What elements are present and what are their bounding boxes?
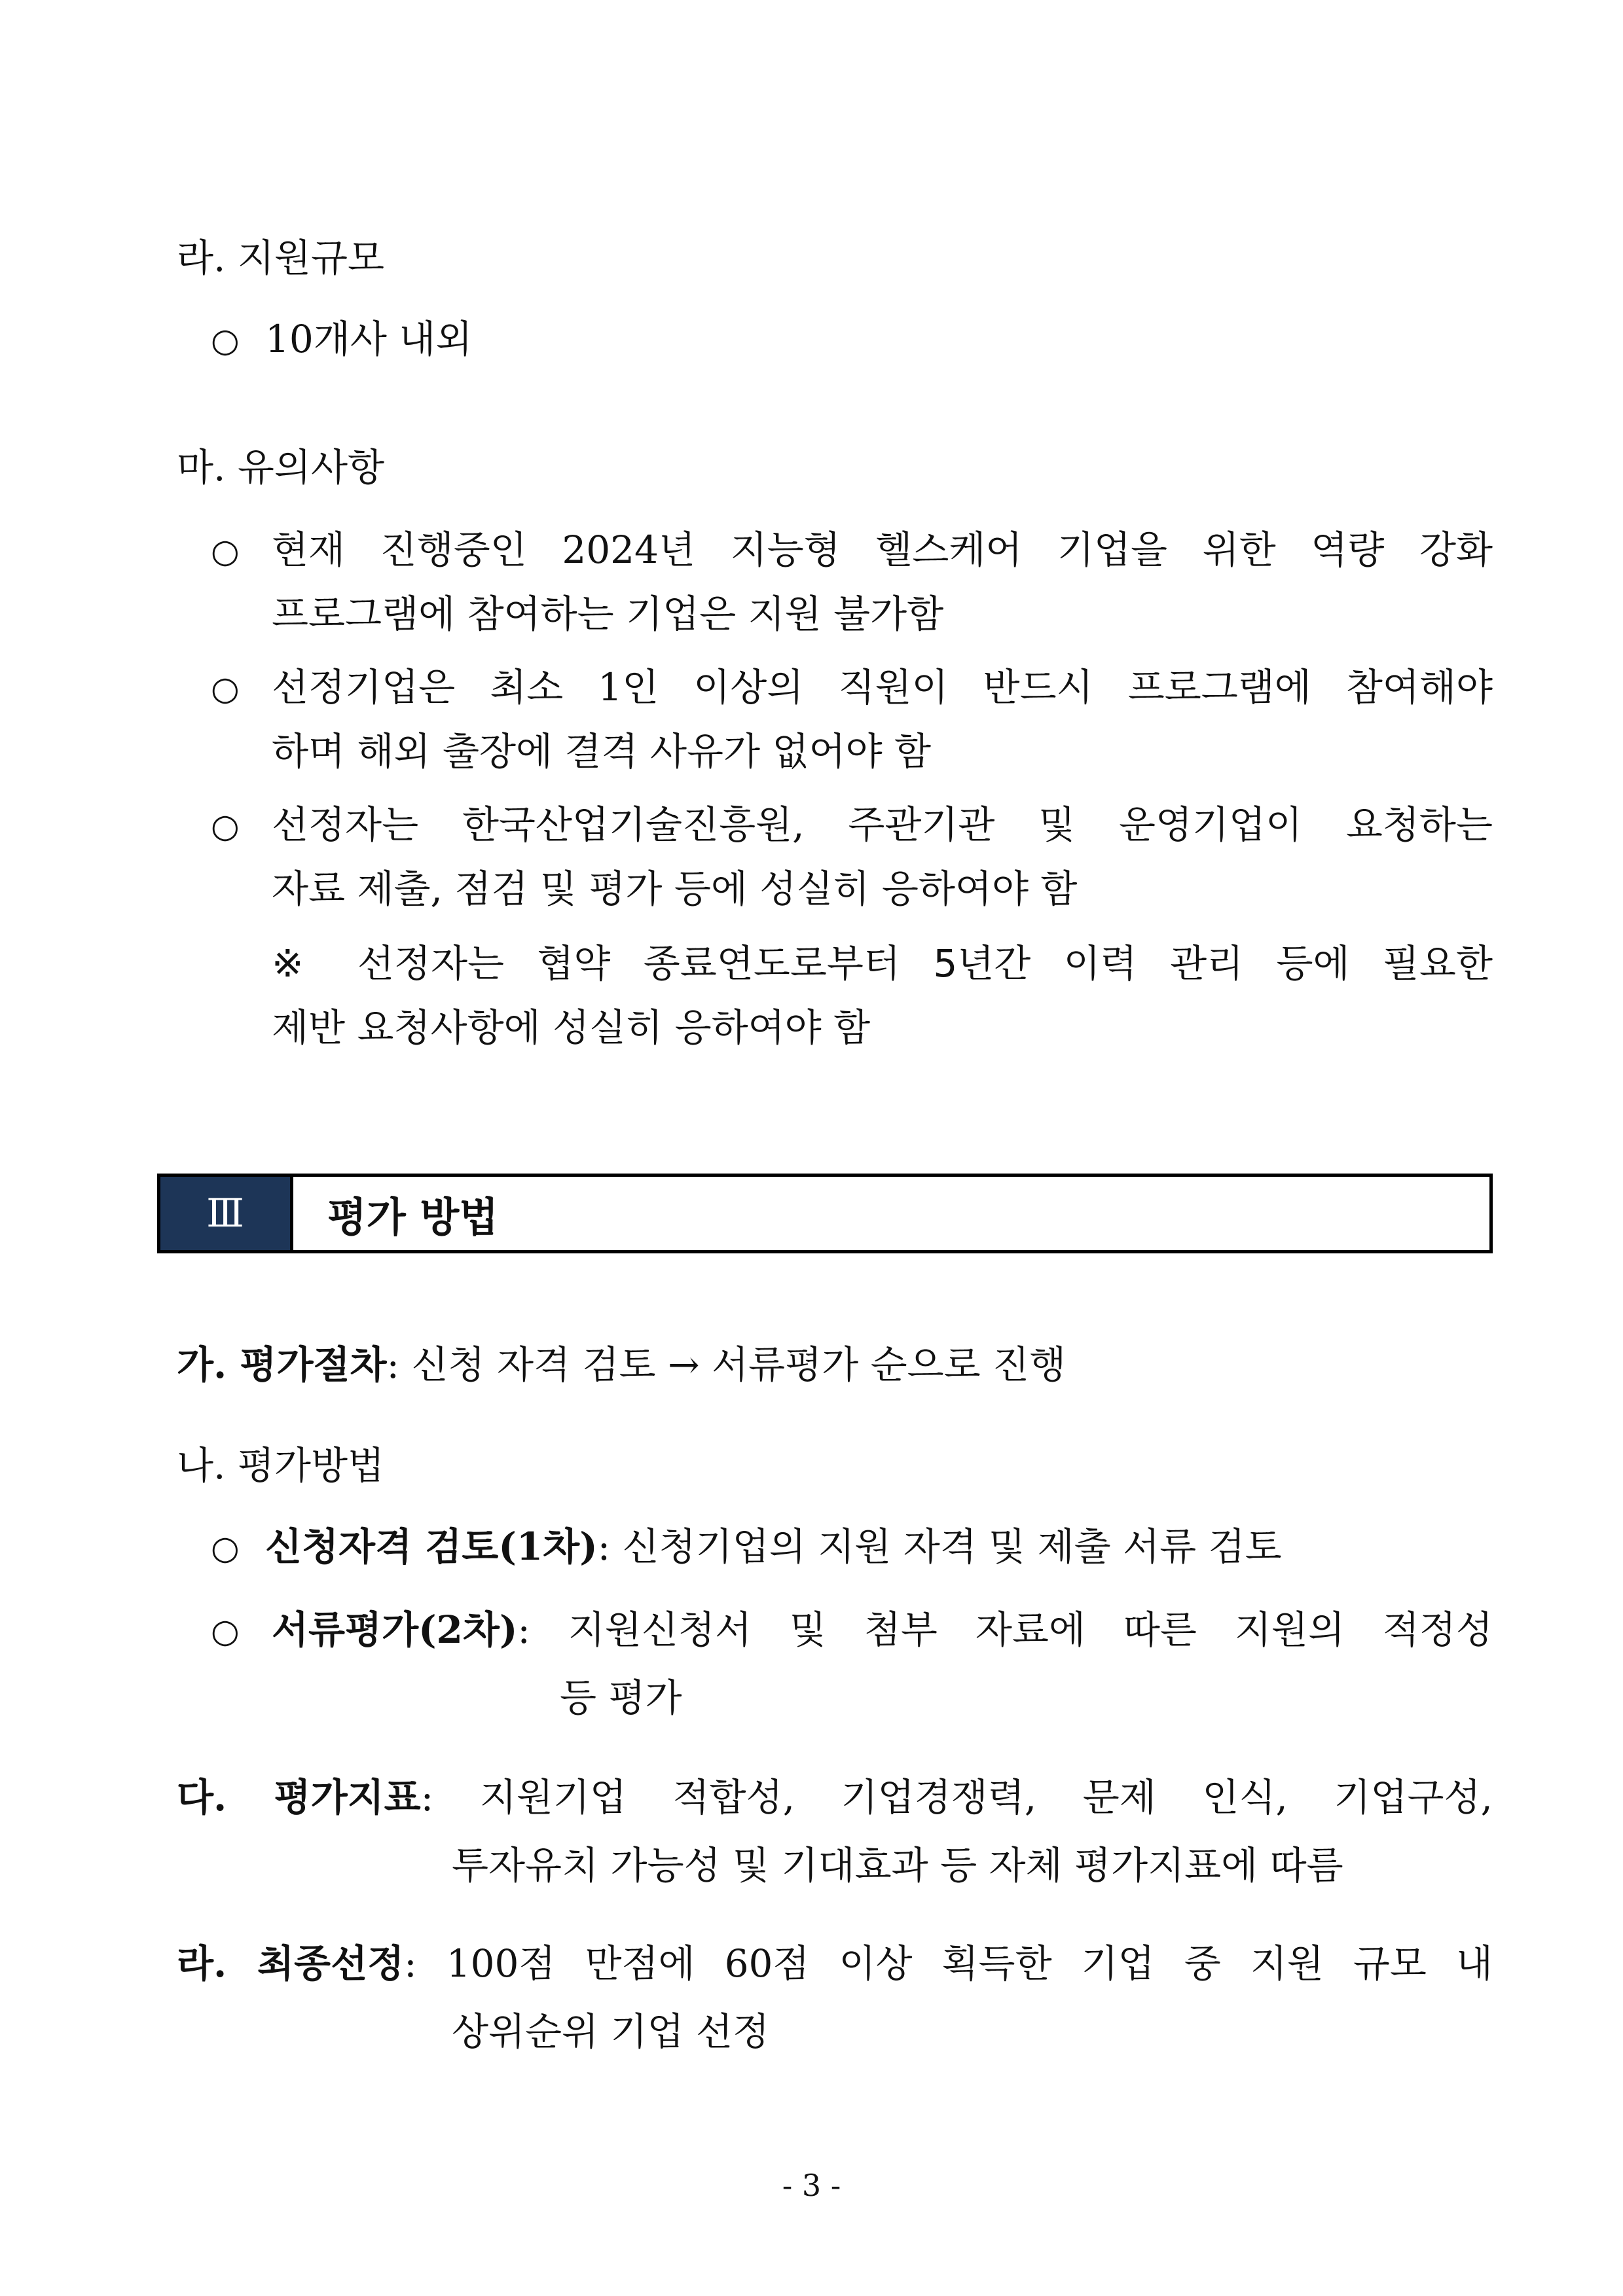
bullet-icon: ○ bbox=[211, 1529, 240, 1567]
final-cont: 상위순위 기업 선정 bbox=[452, 2009, 770, 2054]
notes-item-3-line1: 선정자는 한국산업기술진흥원, 주관기관 및 운영기업이 요청하는 bbox=[272, 802, 1493, 847]
notes-item-1-line2: 프로그램에 참여하는 기업은 지원 불가함 bbox=[272, 592, 944, 636]
heading-support-scale: 라. 지원규모 bbox=[177, 236, 385, 280]
method-item-2-cont: 등 평가 bbox=[560, 1676, 682, 1720]
page-number: - 3 - bbox=[782, 2168, 841, 2203]
section-title: 평가 방법 bbox=[327, 1193, 499, 1241]
notes-item-2-line1: 선정기업은 최소 1인 이상의 직원이 반드시 프로그램에 참여해야 bbox=[272, 665, 1493, 709]
procedure-text: : 신청 자격 검토 → 서류평가 순으로 진행 bbox=[386, 1342, 1067, 1387]
bullet-icon: ○ bbox=[211, 1612, 240, 1650]
indicators-text: : 지원기업 적합성, 기업경쟁력, 문제 인식, 기업구성, bbox=[420, 1775, 1493, 1820]
support-scale-item: 10개사 내외 bbox=[265, 317, 473, 361]
note-line2: 제반 요청사항에 성실히 응하여야 함 bbox=[272, 1005, 871, 1050]
method-item-2-text: : 지원신청서 및 첨부 자료에 따른 지원의 적정성 bbox=[517, 1607, 1493, 1652]
section-divider bbox=[290, 1177, 293, 1250]
indicators-cont: 투자유치 가능성 및 기대효과 등 자체 평가지표에 따름 bbox=[452, 1843, 1343, 1888]
note-line1: ※ 선정자는 협약 종료연도로부터 5년간 이력 관리 등에 필요한 bbox=[272, 941, 1493, 986]
bullet-icon: ○ bbox=[211, 807, 240, 845]
bullet-icon: ○ bbox=[211, 321, 240, 359]
bullet-icon: ○ bbox=[211, 532, 240, 570]
method-item-2 bbox=[272, 1607, 1493, 1653]
procedure-label: 가. 평가절차 bbox=[177, 1342, 387, 1387]
method-item-1 bbox=[265, 1524, 1282, 1570]
notes-item-3-line2: 자료 제출, 점검 및 평가 등에 성실히 응하여야 함 bbox=[272, 867, 1078, 911]
heading-notes: 마. 유의사항 bbox=[177, 445, 385, 490]
bullet-icon: ○ bbox=[211, 670, 240, 708]
method-item-2-label: 서류평가(2차) bbox=[272, 1607, 518, 1652]
final-row bbox=[177, 1941, 1493, 1987]
notes-item-1-line1: 현재 진행중인 2024년 지능형 헬스케어 기업을 위한 역량 강화 bbox=[272, 528, 1493, 572]
section-number: Ⅲ bbox=[160, 1177, 290, 1250]
section-header bbox=[157, 1174, 1493, 1253]
indicators-row bbox=[177, 1775, 1493, 1821]
procedure-row bbox=[177, 1342, 1066, 1388]
indicators-label: 다. 평가지표 bbox=[177, 1775, 421, 1820]
final-label: 라. 최종선정 bbox=[177, 1941, 405, 1986]
final-text: : 100점 만점에 60점 이상 획득한 기업 중 지원 규모 내 bbox=[404, 1941, 1493, 1986]
heading-method: 나. 평가방법 bbox=[177, 1443, 385, 1488]
method-item-1-text: : 신청기업의 지원 자격 및 제출 서류 검토 bbox=[597, 1524, 1282, 1569]
method-item-1-label: 신청자격 검토(1차) bbox=[265, 1524, 598, 1569]
notes-item-2-line2: 하며 해외 출장에 결격 사유가 없어야 함 bbox=[272, 729, 932, 774]
